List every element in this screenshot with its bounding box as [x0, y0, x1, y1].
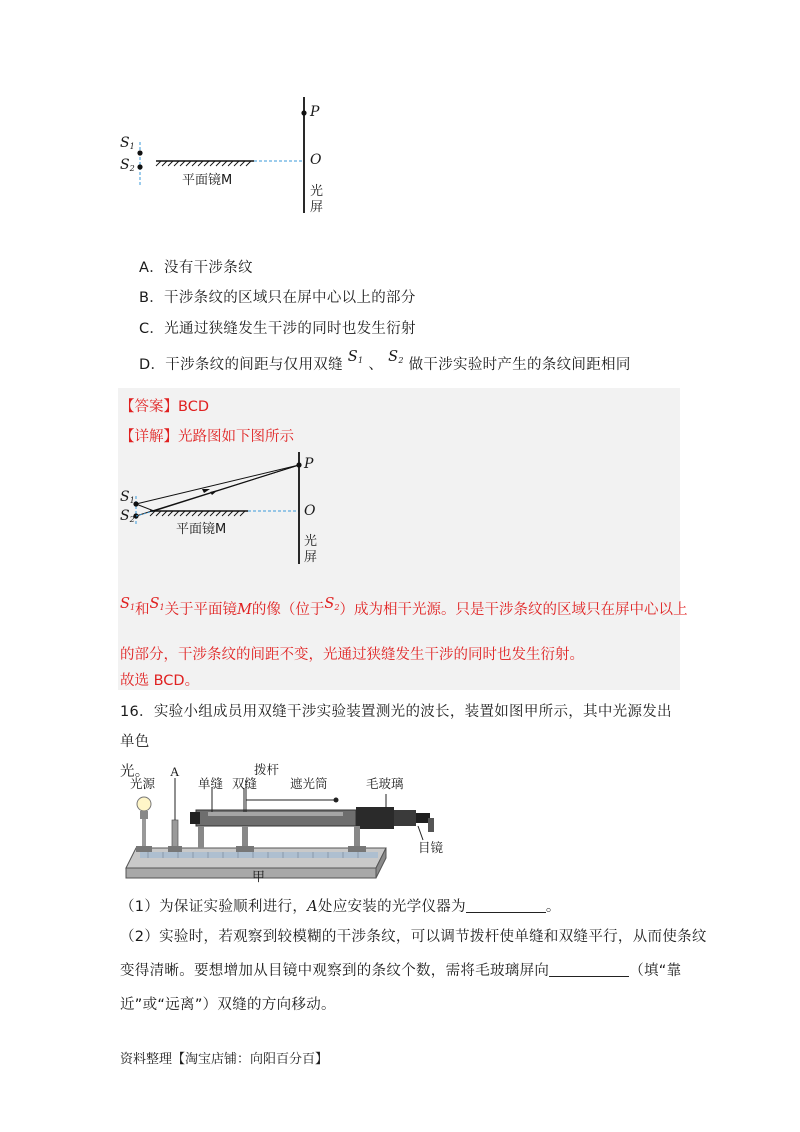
- fig2-s1-label: $S_1$: [120, 489, 135, 505]
- option-c: C．光通过狭缝发生干涉的同时也发生衍射: [139, 321, 416, 337]
- detail-line: [120, 425, 294, 446]
- question-16-line-2: 光。: [120, 764, 150, 780]
- answer-label: 【答案】: [120, 399, 178, 415]
- fig2-p-label: P: [304, 456, 314, 472]
- explanation-line-1: $S_1$和$S_1$关于平面镜M的像（位于$S_2$）成为相干光源。只是干涉条纹的区域只在屏中心以上: [120, 596, 688, 618]
- detail-label: 【详解】: [120, 429, 178, 445]
- option-b: B．干涉条纹的区域只在屏中心以上的部分: [139, 290, 416, 306]
- figure-light-path: [118, 452, 328, 572]
- question-16-line-1: 16．实验小组成员用双缝干涉实验装置测光的波长，装置如图甲所示，其中光源发出单色: [120, 704, 672, 750]
- explanation-line-2: 的部分，干涉条纹的间距不变，光通过狭缝发生干涉的同时也发生衍射。: [120, 647, 584, 663]
- fig2-screen-label: 光 屏: [304, 534, 318, 565]
- answer-blank-2[interactable]: [549, 963, 629, 977]
- o-label: O: [310, 152, 322, 168]
- fig2-o-label: O: [304, 503, 316, 519]
- answer-value: BCD: [178, 399, 209, 415]
- sub-question-2-line-1: （2）实验时，若观察到较模糊的干涉条纹，可以调节拨杆使单缝和双缝平行，从而使条纹: [120, 929, 707, 945]
- label-a: A: [170, 764, 180, 779]
- fig2-mirror-label: 平面镜M: [176, 522, 227, 537]
- label-eyepiece: 目镜: [418, 840, 444, 855]
- figure-apparatus: [118, 760, 458, 890]
- sub-question-2-line-2: 变得清晰。要想增加从目镜中观察到的条纹个数，需将毛玻璃屏向 （填“靠: [120, 963, 682, 979]
- sub-question-1: （1）为保证实验顺利进行，A处应安装的光学仪器为 。: [120, 899, 561, 915]
- apparatus-drawing: [118, 760, 458, 890]
- figure-mirror-setup: [118, 95, 338, 245]
- option-a: A．没有干涉条纹: [139, 260, 253, 276]
- label-double-slit: 双缝: [232, 776, 258, 791]
- answer-blank-1[interactable]: [466, 899, 546, 913]
- s1-label: $S_1$: [120, 135, 135, 151]
- sub-question-2: [120, 922, 707, 1020]
- s2-label: $S_2$: [120, 157, 135, 173]
- answer-line: [120, 395, 209, 416]
- option-d: D．干涉条纹的间距与仅用双缝 $S_1$ 、 $S_2$ 做干涉实验时产生的条纹间距相同: [139, 349, 631, 373]
- label-glass: 毛玻璃: [366, 776, 404, 791]
- fig2-s2-label: $S_2$: [120, 508, 135, 524]
- mirror-label: 平面镜M: [182, 173, 233, 188]
- p-label: P: [310, 104, 320, 120]
- footer: 资料整理【淘宝店铺：向阳百分百】: [120, 1052, 329, 1067]
- sub-question-2-line-3: 近”或“远离”）双缝的方向移动。: [120, 997, 336, 1013]
- conclusion: 故选 BCD。: [120, 673, 200, 689]
- light-path-diagram: [118, 452, 328, 572]
- figure-caption: 甲: [252, 870, 266, 885]
- label-lever: 拨杆: [254, 762, 280, 777]
- label-tube: 遮光筒: [290, 776, 328, 791]
- detail-text: 光路图如下图所示: [178, 429, 294, 445]
- label-light-source: 光源: [130, 776, 156, 791]
- label-single-slit: 单缝: [198, 776, 224, 791]
- screen-label: 光 屏: [310, 184, 324, 215]
